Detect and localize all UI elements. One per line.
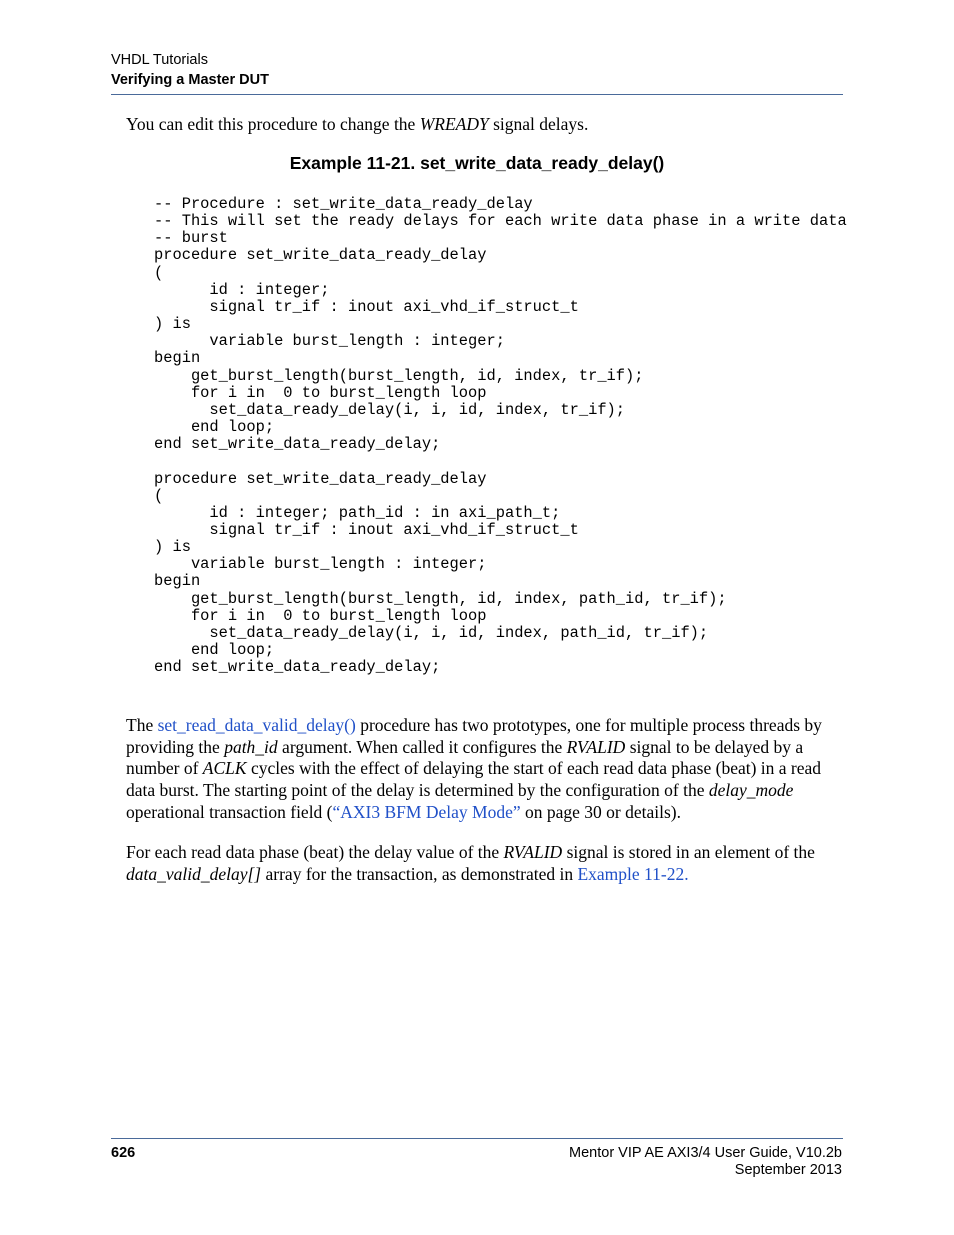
- footer-title: Mentor VIP AE AXI3/4 User Guide, V10.2b: [569, 1145, 842, 1161]
- running-header: [111, 52, 843, 89]
- page-number: 626: [111, 1145, 136, 1161]
- body-paragraph-1: The set_read_data_valid_delay() procedure has two prototypes, one for multiple process threads by providing the path_id argument. When called it configures the RVALID signal to be delayed by a number of ACLK cycles with the effect of delaying the start of each read data phase (beat) in a read data burst. The starting point of the delay is determined by the configuration of the delay_mode operational transaction field (“AXI3 BFM Delay Mode” on page 30 or details).: [126, 715, 822, 822]
- axi3-bfm-delay-mode-link[interactable]: “AXI3 BFM Delay Mode”: [332, 801, 521, 822]
- intro-signal-name: WREADY: [419, 114, 489, 134]
- header-rule: [111, 94, 843, 95]
- header-section: VHDL Tutorials: [111, 52, 208, 68]
- code-listing: -- Procedure : set_write_data_ready_delay -- This will set the ready delays for each write data phase in a write data -- burst procedure set_write_data_ready_delay ( id : integer; signal tr_if : inout axi_vhd_if_struct_t ) is variable burst_length : integer; begin get_burst_length(burst_length, id, index, tr_if); for i in 0 to burst_length loop set_data_ready_delay(i, i, id, index, tr_if); end loop; end set_write_data_ready_delay; procedure set_write_data_ready_delay ( id : integer; path_id : in axi_path_t; signal tr_if : inout axi_vhd_if_struct_t ) is variable burst_length : integer; begin get_burst_length(burst_length, id, index, path_id, tr_if); for i in 0 to burst_length loop set_data_ready_delay(i, i, id, index, path_id, tr_if); end loop; end set_write_data_ready_delay;: [154, 195, 847, 677]
- example-caption: Example 11-21. set_write_data_ready_delay(): [289, 153, 665, 173]
- footer-rule: [111, 1138, 843, 1139]
- set-read-data-valid-delay-link[interactable]: set_read_data_valid_delay(): [157, 715, 356, 735]
- intro-text-end: signal delays.: [488, 114, 589, 134]
- running-footer: [569, 1145, 842, 1179]
- example-11-22-link[interactable]: Example 11-22.: [577, 863, 689, 884]
- body-paragraph-2: For each read data phase (beat) the delay value of the RVALID signal is stored in an element of the data_valid_delay[] array for the transaction, as demonstrated in Example 11-22.: [126, 842, 815, 884]
- intro-paragraph: [126, 113, 588, 135]
- footer-date: September 2013: [734, 1162, 842, 1178]
- intro-text: You can edit this procedure to change the: [126, 114, 420, 134]
- header-chapter: Verifying a Master DUT: [111, 72, 269, 88]
